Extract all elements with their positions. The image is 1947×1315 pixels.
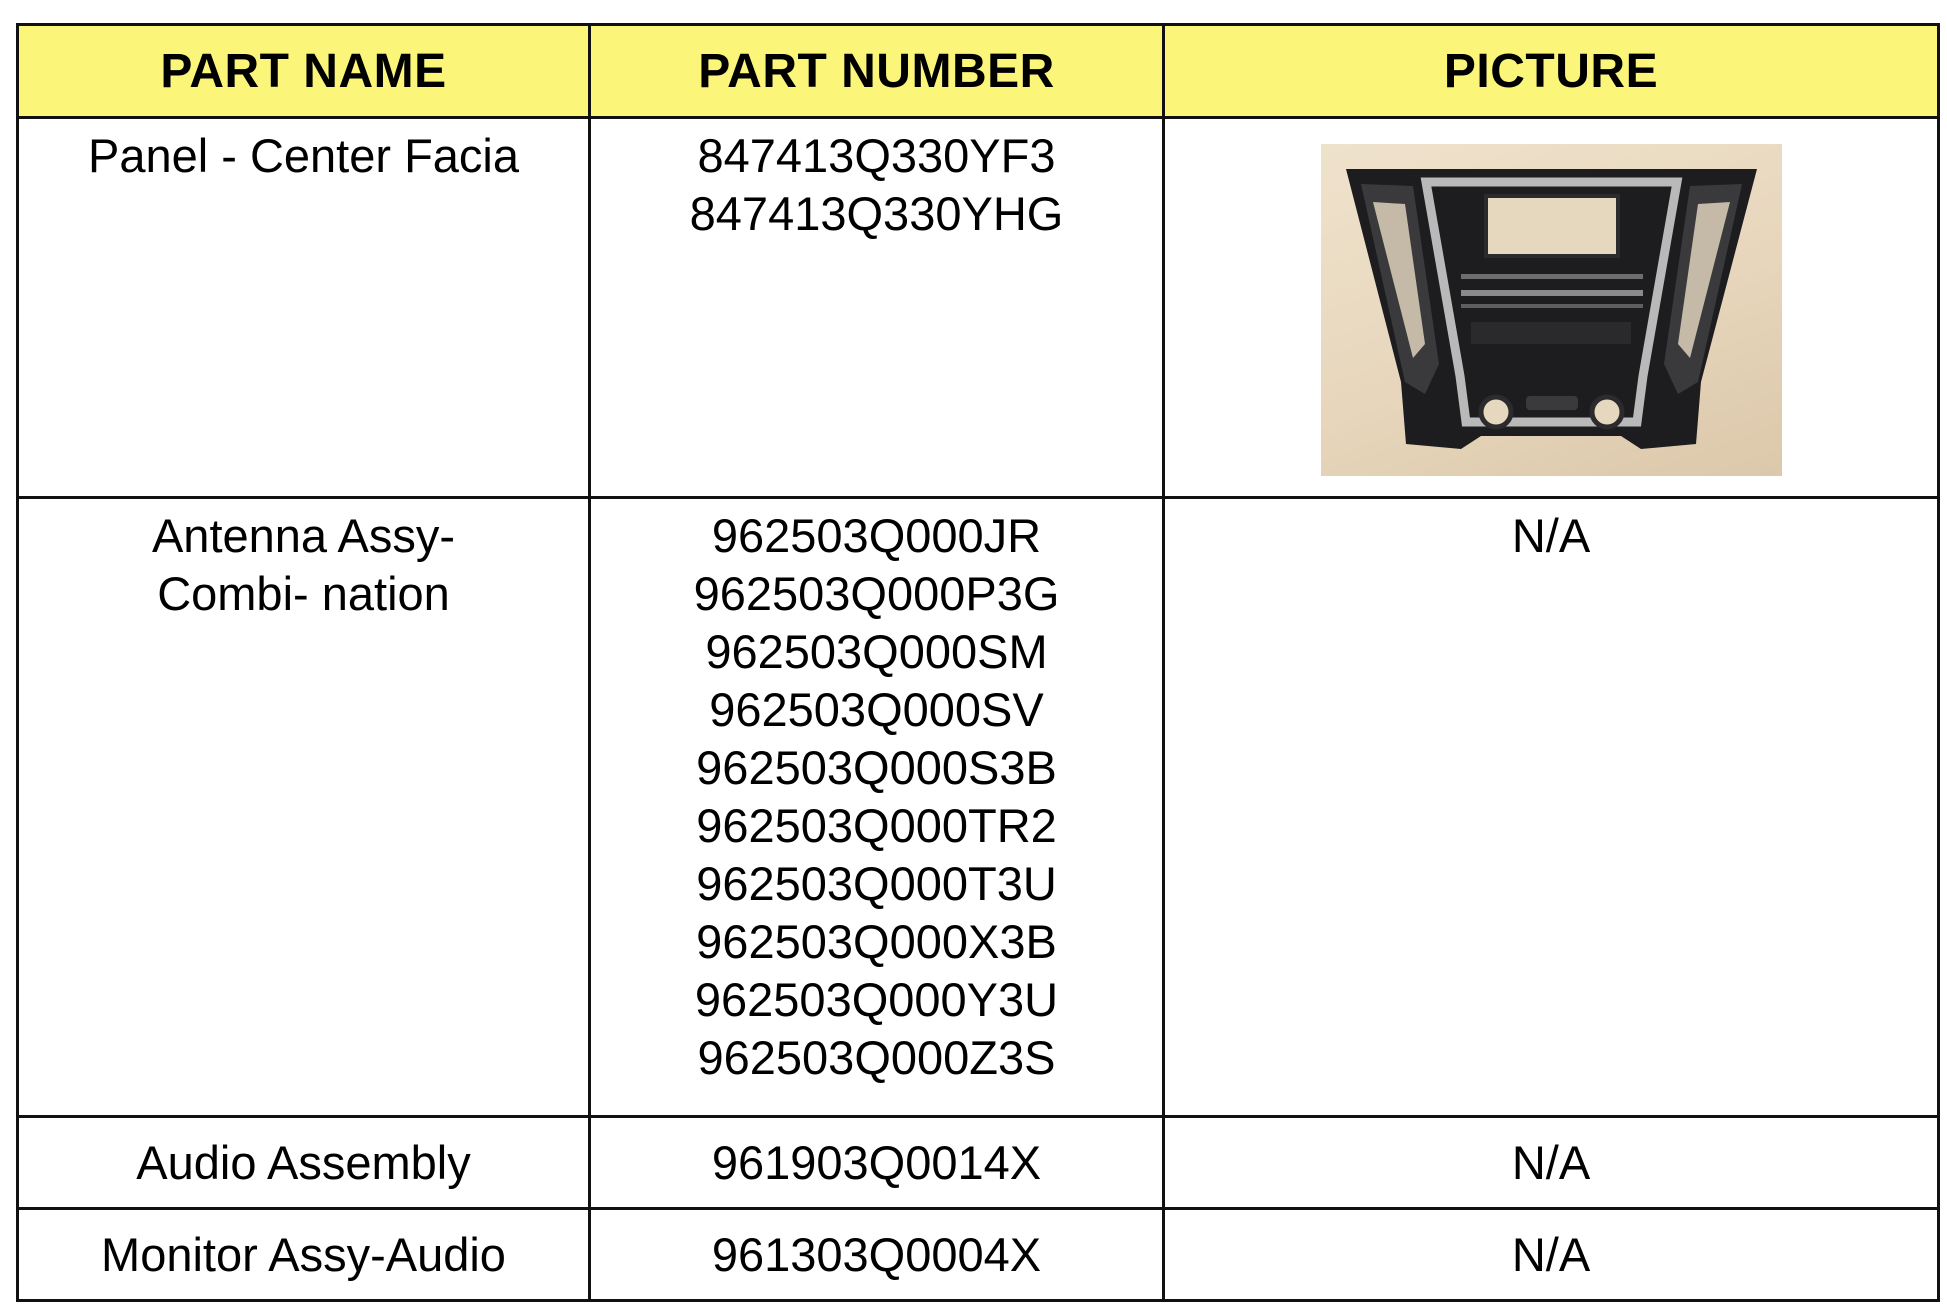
part-number-cell: [590, 118, 1164, 498]
picture-cell: [1164, 1117, 1939, 1209]
part-number: 962503Q000T3U: [696, 857, 1057, 910]
part-number-cell: [590, 498, 1164, 1117]
part-number: 962503Q000JR: [711, 509, 1042, 562]
center-facia-panel-image: [1321, 144, 1782, 476]
header-part-name: PART NAME: [18, 25, 590, 118]
table-row: [18, 1117, 1939, 1209]
part-number: 962503Q000SM: [705, 625, 1048, 678]
part-name: Panel - Center Facia: [87, 129, 520, 182]
part-number-cell: [590, 1209, 1164, 1301]
part-number: 847413Q330YHG: [689, 187, 1064, 240]
part-number: 962503Q000Y3U: [694, 973, 1059, 1026]
part-number-cell: [590, 1117, 1164, 1209]
part-number-list: [591, 119, 1162, 243]
part-number: 962503Q000TR2: [696, 799, 1057, 852]
part-name-cell: [18, 1117, 590, 1209]
picture-na: N/A: [1511, 1135, 1591, 1189]
part-number: 962503Q000SV: [709, 683, 1044, 736]
part-number: 962503Q000Z3S: [697, 1031, 1056, 1084]
picture-cell: [1164, 498, 1939, 1117]
header-picture: PICTURE: [1164, 25, 1939, 118]
picture-na: N/A: [1511, 1227, 1591, 1281]
part-name-cell: [18, 118, 590, 498]
part-name: Audio Assembly: [136, 1135, 471, 1189]
picture-cell: [1164, 1209, 1939, 1301]
part-number: 962503Q000S3B: [696, 741, 1057, 794]
part-name-cell: [18, 1209, 590, 1301]
part-number-list: [591, 499, 1162, 1087]
picture-na: N/A: [1511, 509, 1591, 562]
picture-cell: [1164, 118, 1939, 498]
header-part-number: PART NUMBER: [590, 25, 1164, 118]
center-facia-panel-drawing: [1321, 144, 1782, 476]
part-name: Antenna Assy-Combi- nation: [151, 509, 456, 620]
part-number: 847413Q330YF3: [697, 129, 1056, 182]
header-row: [18, 25, 1939, 118]
table-row: [18, 118, 1939, 498]
table-row: [18, 498, 1939, 1117]
part-name: Monitor Assy-Audio: [101, 1227, 506, 1281]
part-number: 962503Q000X3B: [696, 915, 1057, 968]
part-name-cell: [18, 498, 590, 1117]
part-number: 962503Q000P3G: [693, 567, 1060, 620]
table-row: [18, 1209, 1939, 1301]
parts-table: [16, 23, 1940, 1302]
part-number: 961303Q0004X: [711, 1227, 1042, 1281]
part-number: 961903Q0014X: [711, 1135, 1042, 1189]
